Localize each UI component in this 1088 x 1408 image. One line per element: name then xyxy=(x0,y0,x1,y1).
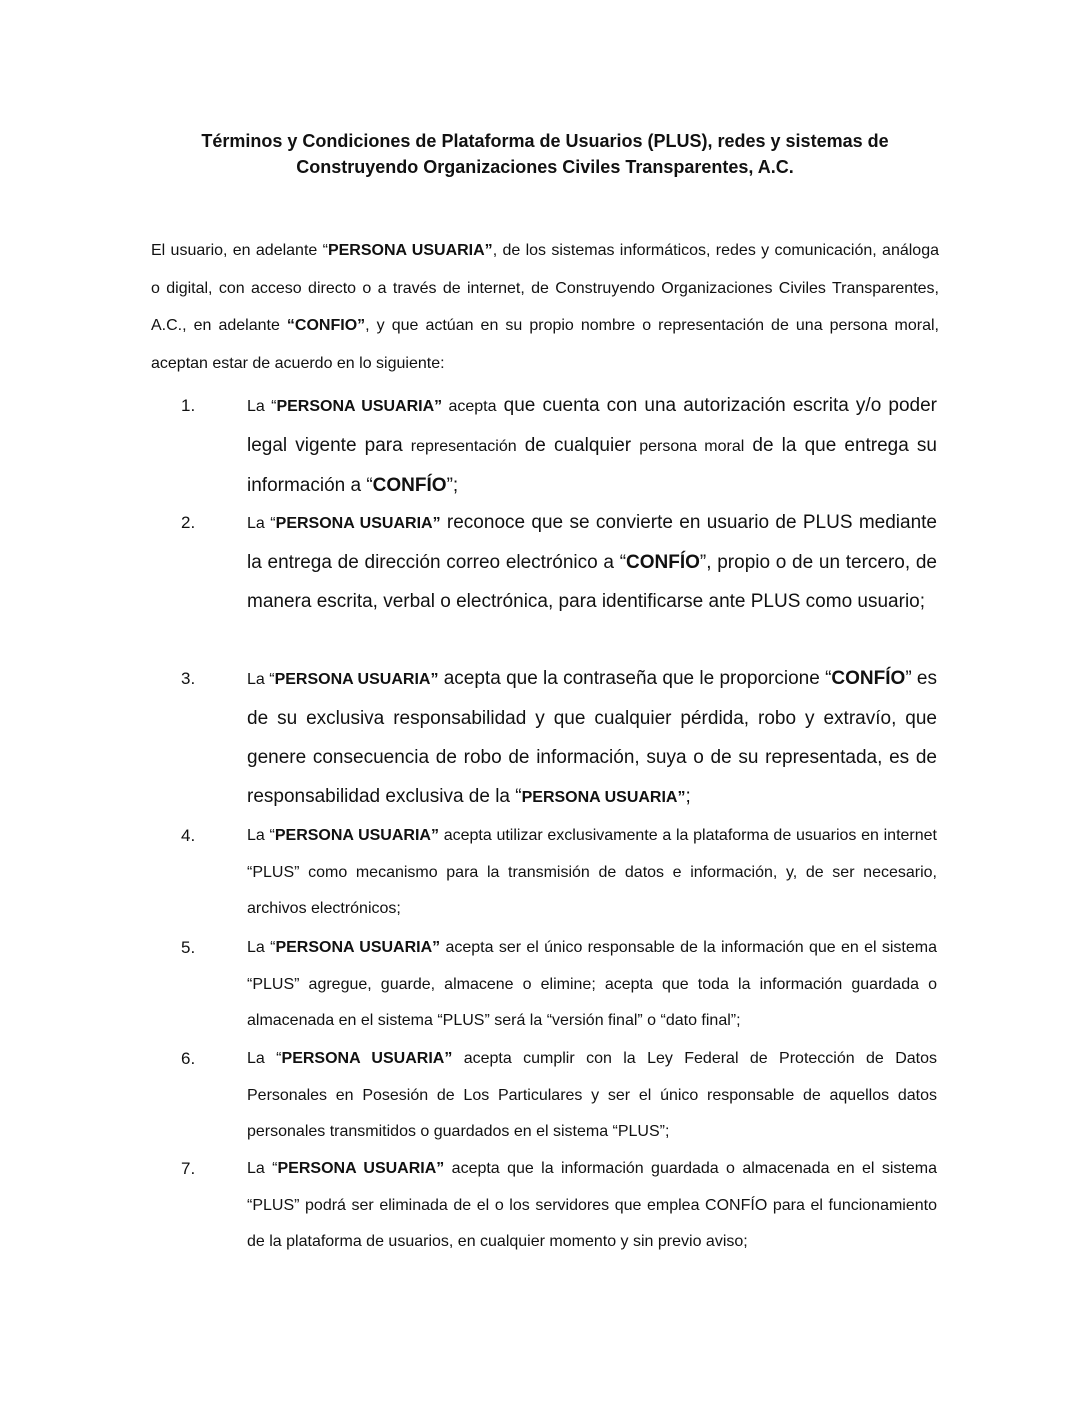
item-text: La “PERSONA USUARIA” acepta ser el único responsable de la información que en el sistema “PLUS” agregue, guarde, almacene o elimine; acepta que toda la información guardada o almacenada en el sistema “PLUS” será la “versión final” o “dato final”; xyxy=(247,939,937,1029)
item-number: 3. xyxy=(181,669,196,688)
item-text: La “PERSONA USUARIA” acepta que la contraseña que le proporcione “CONFÍO” es de su exclusiva responsabilidad y que cualquier pérdida, robo y extravío, que genere consecuencia de robo de información, suya o de su representada, es de responsabilidad exclusiva de la “PERSONA USUARIA”; xyxy=(247,668,937,807)
item-number: 7. xyxy=(181,1159,196,1178)
item-number: 4. xyxy=(181,826,196,845)
item-text: La “PERSONA USUARIA” acepta que cuenta con una autorización escrita y/o poder legal vigente para representación de cualquier persona moral de la que entrega su información a “CONFÍO”; xyxy=(247,395,938,496)
title-line-2: Construyendo Organizaciones Civiles Transparentes, A.C. xyxy=(296,157,794,177)
item-text: La “PERSONA USUARIA” acepta utilizar exclusivamente a la plataforma de usuarios en internet “PLUS” como mecanismo para la transmisión de datos e información, y, de ser necesario, archivos electrónicos; xyxy=(247,827,937,917)
intro-text-1: El usuario, en adelante “ xyxy=(151,242,328,259)
item-text: La “PERSONA USUARIA” reconoce que se convierte en usuario de PLUS mediante la entrega de dirección correo electrónico a “CONFÍO”, propio o de un tercero, de manera escrita, verbal o electrónica, para identificarse ante PLUS como usuario; xyxy=(247,512,938,612)
intro-bold-2: “CONFIO” xyxy=(286,317,366,334)
item-number: 6. xyxy=(181,1049,196,1068)
item-text: La “PERSONA USUARIA” acepta que la información guardada o almacenada en el sistema “PLUS” podrá ser eliminada de el o los servidores que emplea CONFÍO para el funcionamiento de la plataforma de usuarios, en cualquier momento y sin previo aviso; xyxy=(247,1160,937,1250)
item-text: La “PERSONA USUARIA” acepta cumplir con la Ley Federal de Protección de Datos Personales en Posesión de Los Particulares y ser el único responsable de aquellos datos personales transmitidos o guardados en el sistema “PLUS”; xyxy=(247,1050,937,1140)
item-number: 1. xyxy=(181,396,196,415)
intro-text-2: , de los sistemas informáticos, redes y comunicación, análoga o digital, con acceso directo o a través de internet, de Construyendo Organizaciones Civiles Transparentes, A.C., en adelante xyxy=(151,242,939,334)
intro-text-3: , y que actúan en su propio nombre o representación de una persona moral, aceptan estar de acuerdo en lo siguiente: xyxy=(151,317,939,372)
title-line-1: Términos y Condiciones de Plataforma de Usuarios (PLUS), redes y sistemas de xyxy=(201,131,889,151)
item-number: 5. xyxy=(181,938,196,957)
intro-bold-1: PERSONA USUARIA” xyxy=(327,242,493,259)
item-number: 2. xyxy=(181,513,196,532)
